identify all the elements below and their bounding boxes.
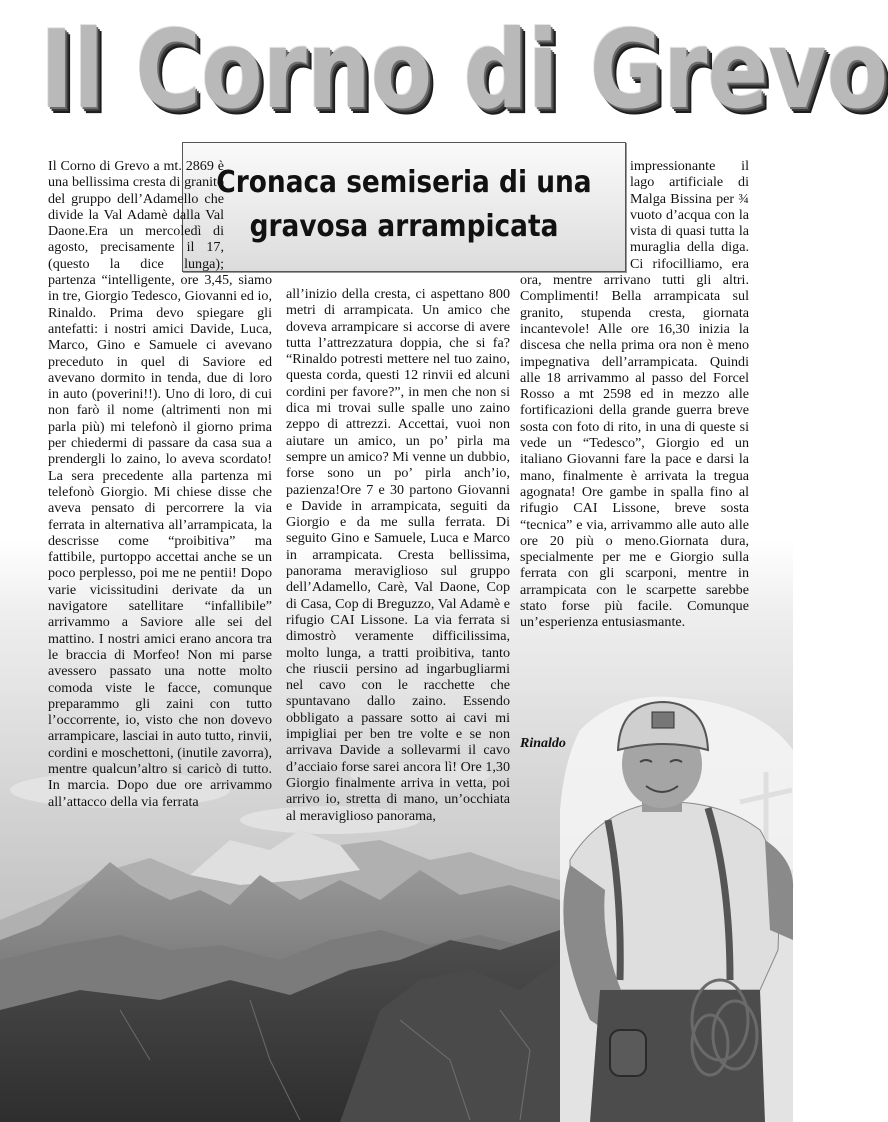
climber-photo	[560, 690, 793, 1122]
article-column-2	[286, 286, 510, 824]
page-title: Il Corno di Grevo	[40, 8, 888, 133]
author-signature: Rinaldo	[520, 736, 566, 751]
subtitle-wrap-spacer	[224, 158, 272, 272]
article-text-col1: Il Corno di Grevo a mt. 2869 è una bellissima cresta di granito del gruppo dell’Adamello che divide la Val Adamè dalla Val Daone.Era un mercoledì di agosto, precisamente il 17, (questo la dice lunga); partenza “intelligente, ore 3,45, siamo in tre, Giorgio Tedesco, Giovanni ed io, Rinaldo. Prima devo spiegare gli antefatti: i nostri amici Davide, Luca, Marco, Gino e Samuele ci avevano preceduto in quel di Saviore ed avevano dormito in tenda, due di loro in auto (poverini!!). Uno di loro, di cui non farò il nome (altrimenti non mi parla più) mi telefonò il giorno prima per chiedermi di passare da casa sua a prendergli lo zaino, lo aveva scordato! La sera precedente alla partenza mi telefonò Giorgio. Mi chiese disse che aveva pensato di percorrere la via ferrata in alternativa all’arrampicata, la descrisse come “proibitiva” ma fattibile, purtoppo accettai anche se un poco perplesso, poi me ne pentii! Dopo varie vicissitudini derivate da un navigatore satellitare “infallibile” arrivammo a Saviore alle sei del mattino. I nostri amici erano ancora tra le braccia di Morfeo! Non mi parse avessero passato una notte molto comoda viste le facce, comunque preparammo gli zaini con tutto l’occorrente, io, visto che non dovevo arrampicare, lasciai in auto tutto, rinvii, cordini e moschettoni, (inutile zavorra), mentre qualcun’altro si caricò di tutto. In marcia. Dopo due ore arrivammo all’attacco della via ferrata	[48, 158, 272, 810]
subtitle-line-1: Cronaca semiseria di una	[216, 165, 592, 200]
subtitle-wrap-spacer-right-col	[520, 158, 630, 272]
subtitle-line-2: gravosa arrampicata	[249, 209, 559, 244]
article-text-col3: impressionante il lago artificiale di Malga Bissina per ¾ vuoto d’acqua con la vista di quasi tutta la muraglia della diga. Ci rifocilliamo, era ora, mentre arrivano tutti gli altri. Complimenti! Bella arrampicata sul granito, stupenda cresta, giornata incantevole! Alle ore 16,30 inizia la discesa che nella prima ora non è meno impegnativa dell’arrampicata. Quindi alle 18 arrivammo al passo del Forcel Rosso a mt 2598 ed in mezzo alle fortificazioni della grande guerra breve sosta con foto di rito, in una di queste si vede un “Tedesco”, Giorgio ed un italiano Giovanni fare la pace e darsi la mano, finalmente è arrivata la tregua agognata! Ore gambe in spalla fino al rifugio CAI Lissone, breve sosta “tecnica” e via, arrivammo alle auto alle ore 20 più o meno.Giornata dura, specialmente per me e Giorgio sulla ferrata con gli scarponi, mentre in arrampicata con le scarpette sarebbe stato forse più facile. Comunque un’esperienza entusiasmante.	[520, 158, 749, 631]
article-column-3	[520, 158, 749, 631]
article-text-col2: all’inizio della cresta, ci aspettano 800 metri di arrampicata. Un amico che doveva arrampicare si accorse di avere tutta l’attrezzatura doppia, che si fa? “Rinaldo potresti mettere nel tuo zaino, questa corda, questi 12 rinvii ed alcuni cordini per favore?”, in men che non si dica mi trovai sulle spalle uno zaino zeppo di attrezzi. Accettai, vuoi non aiutare un amico, un po’ pirla ma sempre un amico? Mi venne un dubbio, forse sono un po’ pirla anch’io, pazienza!Ore 7 e 30 partono Giovanni e Davide in arrampicata, seguiti da Giorgio e da me sulla ferrata. Di seguito Gino e Samuele, Luca e Marco in arrampicata. Cresta bellissima, panorama meraviglioso sul gruppo dell’Adamello, Carè, Val Daone, Cop di Casa, Cop di Breguzzo, Val Adamè e rifugio CAI Lissone. La via ferrata si dimostrò veramente difficilissima, molto lunga, a tratti proibitiva, tanto che riuscii persino ad ingarbugliarmi nel cavo con le racchette che spuntavano dallo zaino. Essendo obbligato a passare sotto ai cavi mi impigliai per ben tre volte e se non arrivava Davide a sollevarmi il cavo d’acciaio forse sarei ancora lì! Ore 1,30 Giorgio finalmente arriva in vetta, poi arrivo io, stretta di mano, un’occhiata al meraviglioso panorama,	[286, 286, 510, 824]
article-column-1	[48, 158, 272, 810]
